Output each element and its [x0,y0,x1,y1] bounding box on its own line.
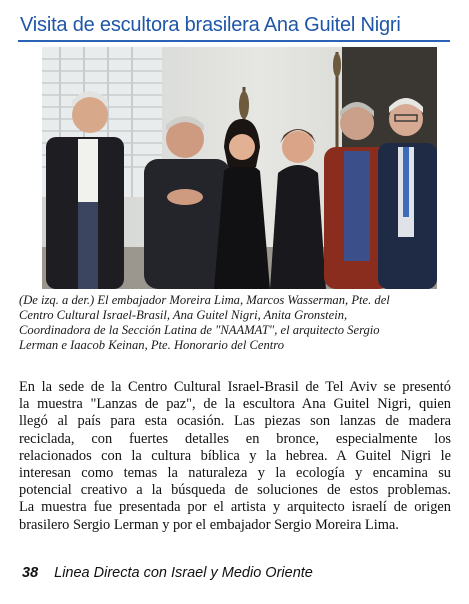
magazine-name: Linea Directa con Israel y Medio Oriente [54,565,313,581]
article-photo [42,47,437,289]
photo-caption [19,293,451,353]
body-line: La muestra fue presentada por el artista y arquitecto israelí de origen [19,499,451,516]
caption-line: (De izq. a der.) El embajador Moreira Lima, Marcos Wasserman, Pte. del [19,293,390,307]
body-line: En la sede de la Centro Cultural Israel-Brasil de Tel Aviv se presentó [19,379,451,395]
body-line: potencial creativo a la búsqueda de soluciones de estos problemas. [19,482,451,499]
page-footer [22,565,442,581]
body-line: llegó al país para esta ocasión. Las piezas son lanzas de madera [19,413,451,430]
caption-line: Coordinadora de la Sección Latina de "NAAMAT", el arquitecto Sergio [19,323,380,337]
caption-line: Lerman e Iaacob Keinan, Pte. Honorario del Centro [19,338,285,352]
page-number: 38 [22,565,39,581]
body-line: relacionados con la cultura bíblica y la hebrea. A Guitel Nigri le [19,447,451,464]
article-title: Visita de escultora brasilera Ana Guitel Nigri [20,14,401,36]
body-line: la muestra "Lanzas de paz", de la escultora Ana Guitel Nigri, quien [19,396,451,413]
article-body [19,379,451,534]
body-line: reciclada, con fuertes detalles en bronce, especialmente los [19,430,451,447]
title-rule [18,40,450,42]
body-line: brasilero Sergio Lerman y por el embajador Sergio Moreira Lima. [19,516,399,533]
group-photo-image [42,47,437,289]
body-line: interesan como temas la naturaleza y la ecología y encamina su [19,465,451,482]
caption-line: Centro Cultural Israel-Brasil, Ana Guitel Nigri, Anita Gronstein, [19,308,348,322]
